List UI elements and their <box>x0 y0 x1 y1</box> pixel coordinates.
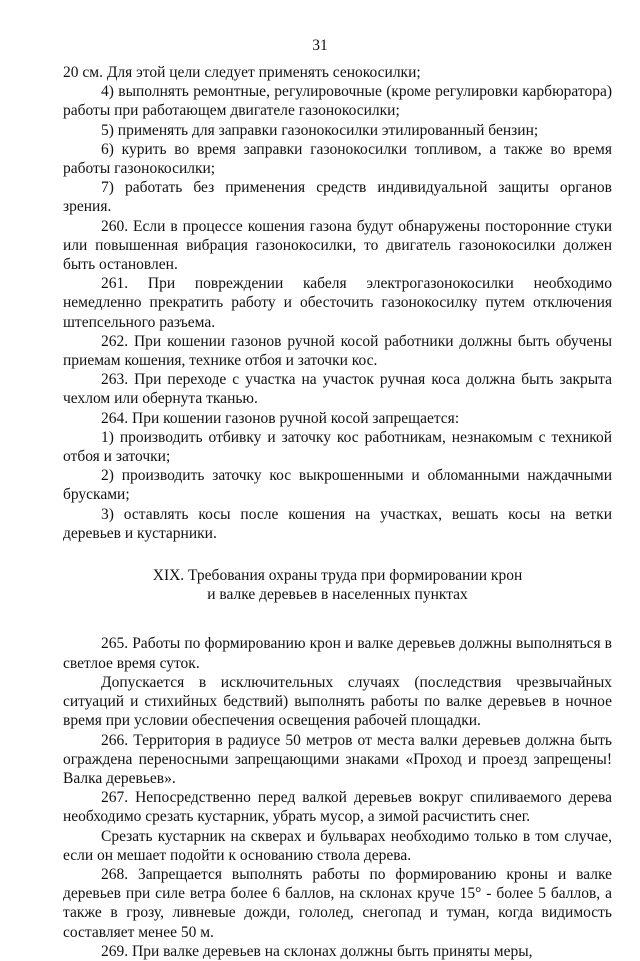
paragraph: 268. Запрещается выполнять работы по формированию кроны и валке деревьев при силе ветра более 6 баллов, на склонах круче 15° - более 5 баллов, а также в грозу, ливневые дожди, гололед, снегопад и туман, когда видимость составляет менее 50 м. <box>63 865 612 941</box>
paragraph: 3) оставлять косы после кошения на участках, вешать косы на ветки деревьев и кустарники. <box>63 505 612 542</box>
paragraph: 1) производить отбивку и заточку кос работникам, незнакомым с техникой отбоя и заточки; <box>63 428 612 466</box>
paragraph: Срезать кустарник на скверах и бульварах необходимо только в том случае, если он мешает подойти к основанию ствола дерева. <box>63 827 612 864</box>
paragraph: 263. При переходе с участка на участок ручная коса должна быть закрыта чехлом или обернута тканью. <box>63 371 612 408</box>
paragraph: 267. Непосредственно перед валкой деревьев вокруг спиливаемого дерева необходимо срезать кустарник, убрать мусор, а зимой расчистить снег. <box>63 789 612 826</box>
paragraph: 4) выполнять ремонтные, регулировочные (кроме регулировки карбюратора) работы при работающем двигателе газонокосилки; <box>63 83 612 120</box>
paragraph: 2) производить заточку кос выкрошенными и обломанными наждачными брусками; <box>63 467 612 504</box>
section-heading-line-2: и валке деревьев в населенных пунктах <box>207 586 468 604</box>
page-number: 31 <box>312 37 328 54</box>
paragraphs-before-heading <box>63 63 612 543</box>
paragraph: 262. При кошении газонов ручной косой работники должны быть обучены приемам кошения, технике отбоя и заточки кос. <box>63 332 612 370</box>
paragraph: 260. Если в процессе кошения газона будут обнаружены посторонние стуки или повышенная вибрация газонокосилки, то двигатель газонокосилки должен быть остановлен. <box>63 217 612 274</box>
paragraph: 7) работать без применения средств индивидуальной защиты органов зрения. <box>63 179 612 216</box>
paragraph: 20 см. Для этой цели следует применять сенокосилки; <box>63 64 421 81</box>
paragraph: 6) курить во время заправки газонокосилки топливом, а также во время работы газонокосилки; <box>63 140 612 178</box>
paragraphs-after-heading <box>63 634 612 960</box>
document-body <box>63 63 612 961</box>
paragraph: Допускается в исключительных случаях (последствия чрезвычайных ситуаций и стихийных бедствий) выполнять работы по валке деревьев в ночное время при условии обеспечения освещения рабочей площадки. <box>63 673 612 730</box>
paragraph: 269. При валке деревьев на склонах должны быть приняты меры, <box>101 942 533 960</box>
paragraph: 5) применять для заправки газонокосилки этилированный бензин; <box>101 121 539 139</box>
paragraph: 265. Работы по формированию крон и валке деревьев должны выполняться в светлое время суток. <box>63 635 612 672</box>
paragraph: 266. Территория в радиусе 50 метров от места валки деревьев должна быть ограждена переносными запрещающими знаками «Проход и проезд запрещены! Валка деревьев». <box>63 731 612 787</box>
section-heading-line-1: XIX. Требования охраны труда при формировании крон <box>152 567 523 585</box>
section-heading <box>63 566 612 604</box>
paragraph: 264. При кошении газонов ручной косой запрещается: <box>101 409 460 427</box>
paragraph: 261. При повреждении кабеля электрогазонокосилки необходимо немедленно прекратить работу и обесточить газонокосилку путем отключения штепсельного разъема. <box>63 275 612 331</box>
